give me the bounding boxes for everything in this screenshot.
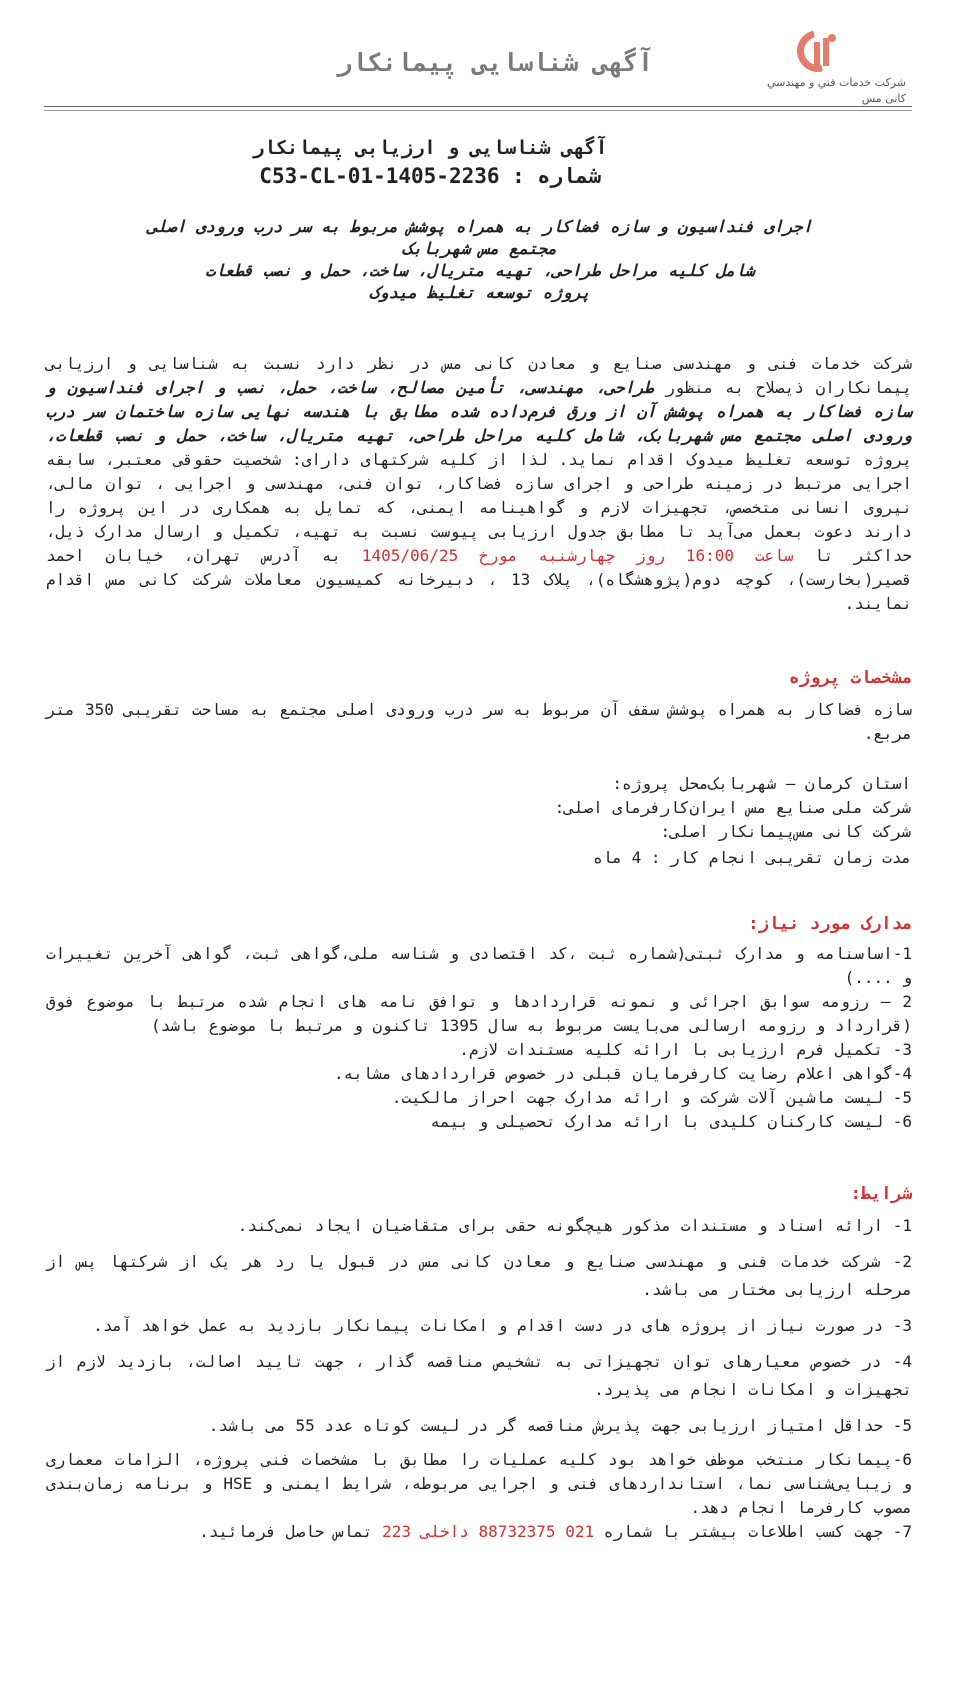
list-item: 4-گواهی اعلام رضایت کارفرمایان قبلی در خصوص قراردادهای مشابه. (334, 1064, 912, 1083)
list-item: 1-اساسنامه و مدارک ثبتی(شماره ثبت ،کد اقتصادی و شناسه ملی،گواهی ثبت، گواهی آخرین تغییرات و ....) (46, 944, 912, 987)
conditions-heading: شرایط: (850, 1184, 912, 1204)
list-item: 3- تکمیل فرم ارزیابی با ارائه کلیه مستندات لازم. (459, 1040, 912, 1059)
list-item: 4- در خصوص معیارهای توان تجهیزاتی به تشخیص مناقصه گذار ، جهت تایید اصالت، بازدید لازم از تجهیزات و امکانات انجام می پذیرد. (46, 1352, 912, 1399)
subject-block (60, 216, 900, 304)
list-item: 5- لیست ماشین آلات شرکت و ارائه مدارک جهت احراز مالکیت. (391, 1088, 912, 1107)
spec-value: استان کرمان – شهربابک (708, 774, 911, 793)
spec-label: محل پروژه: (612, 774, 709, 793)
notice-number-label: شماره (537, 164, 601, 188)
list-item: 1- ارائه اسناد و مستندات مذکور هیچگونه حقی برای متقاضیان ایجاد نمی‌کند. (237, 1216, 912, 1235)
intro-text-2: پروژه توسعه تغلیظ میدوک اقدام نماید. لذا از کلیه شرکتهای دارای: شخصیت حقوقی معتبر، سابقه اجرایی مرتبط در زمینه طراحی و اجرای سازه فضاکار، توان فنی، مهندسی و اجرایی ، توان مالی، نیروی انسانی متخصص، تجهیزات لازم و گواهینامه ایمنی، که تمایل به همکاری در این پروژه را دارند دعوت بعمل می‌آید تا مطابق جدول ارزیابی پیوست نسبت به تهیه، تکمیل و ارسال مدارک ذیل، حداکثر تا (46, 450, 912, 565)
subject-line-2: مجتمع مس شهربابک (402, 239, 558, 258)
required-docs-list (46, 942, 912, 1134)
header-divider (44, 106, 912, 107)
list-item: 6-پیمانکار منتخب موظف خواهد بود کلیه عملیات را مطابق با مشخصات فنی پروژه، الزامات معماری و زیبایی‌شناسی نما، استانداردهای فنی و اجرایی مربوطه، شرایط ایمنی و HSE و برنامه زمان‌بندی مصوب کارفرما انجام دهد. (46, 1450, 912, 1517)
spec-row-location (547, 772, 911, 796)
project-specs-description: سازه فضاکار به همراه پوشش سقف آن مربوط به سر درب ورودی اصلی مجتمع به مساحت تقریبی 350 متر مربع. (46, 700, 913, 743)
header-title: آگهی شناسایی پیمانکار (336, 48, 654, 77)
intro-text-3: به آدرس تهران، خیابان احمد قصیر(بخارست)، کوچه دوم(پژوهشگاه)، پلاک 13 ، دبیرخانه کمیسیون معاملات شرکت کانی مس اقدام نمایند. (46, 546, 912, 613)
subject-line-1: اجرای فنداسیون و سازه فضاکار به همراه پوشش مربوط به سر درب ورودی اصلی (147, 217, 813, 236)
required-docs-heading: مدارک مورد نیاز: (748, 914, 912, 934)
intro-paragraph (46, 352, 912, 616)
project-specs-heading: مشخصات پروژه (789, 668, 912, 688)
contact-prefix: 7- جهت کسب اطلاعات بیشتر با شماره (594, 1522, 912, 1541)
spec-label: پیمانکار اصلی: (660, 822, 796, 841)
contact-item (46, 1520, 912, 1544)
logo-company-subtitle: کانی مس (861, 92, 906, 105)
company-logo (720, 24, 920, 114)
logo-company-name: شرکت خدمات فني و مهندسي (767, 76, 906, 89)
intro-text-1: شرکت خدمات فنی و مهندسی صنایع و معادن کانی مس در نظر دارد نسبت به شناسایی و ارزیابی پیمانکاران ذیصلاح به منظور (46, 354, 912, 397)
logo-icon (792, 28, 842, 72)
list-item: 2- شرکت خدمات فنی و مهندسی صنایع و معادن کانی مس در قبول یا رد هر یک از شرکتها پس از مرحله ارزیابی مختار می باشد. (46, 1252, 912, 1299)
list-item: 3- در صورت نیاز از پروژه های در دست اقدام و امکانات پیمانکار بازدید به عمل خواهد آمد. (93, 1316, 912, 1335)
notice-number-value: C53-CL-01-1405-2236 (259, 164, 500, 188)
list-item: 6- لیست کارکنان کلیدی با ارائه مدارک تحصیلی و بیمه (430, 1112, 912, 1131)
subject-line-3: شامل کلیه مراحل طراحی، تهیه متریال، ساخت، حمل و نصب قطعات (205, 261, 755, 280)
intro-scope-bold: طراحی، مهندسی، تأمین مصالح، ساخت، حمل، نصب و اجرای فنداسیون و سازه فضاکار به همراه پوشش آن از ورق فرم‌داده شده مطابق با هندسه نهایی سازه ساختمان سر درب ورودی اصلی مجتمع مس شهربابک، شامل کلیه مراحل طراحی، تهیه متریال، ساخت، حمل و نصب قطعات، (46, 378, 913, 445)
notice-title: آگهی شناسایی و ارزیابی پیمانکار (252, 137, 608, 159)
header-divider-secondary (44, 110, 912, 111)
list-item: 2 – رزومه سوابق اجرائی و نمونه قراردادها و توافق نامه های انجام شده مرتبط با موضوع فوق (قرارداد و رزومه ارسالی می‌بایست مربوط به سال 1395 تاکنون و مرتبط با موضوع باشد) (46, 992, 912, 1035)
spec-row-employer (527, 796, 911, 820)
spec-label: کارفرمای اصلی: (554, 798, 690, 817)
conditions-list (46, 1212, 912, 1544)
spec-value: شرکت ملی صنایع مس ایران (689, 798, 911, 817)
contact-suffix: تماس حاصل فرمائید. (199, 1522, 383, 1541)
subject-line-4: پروژه توسعه تغلیظ میدوک (369, 283, 591, 302)
spec-value: شرکت کانی مس (795, 822, 911, 841)
notice-number: شماره : C53-CL-01-1405-2236 (259, 164, 601, 188)
list-item: 5- حداقل امتیاز ارزیابی جهت پذیرش مناقصه گر در لیست کوتاه عدد 55 می باشد. (208, 1416, 912, 1435)
spec-row-duration: مدت زمان تقریبی انجام کار : 4 ماه (593, 848, 911, 867)
contact-phone: 021 88732375 داخلی 223 (382, 1522, 595, 1541)
spec-row-contractor (633, 820, 911, 844)
submission-deadline: ساعت 16:00 روز چهارشنبه مورخ 1405/06/25 (361, 546, 794, 565)
